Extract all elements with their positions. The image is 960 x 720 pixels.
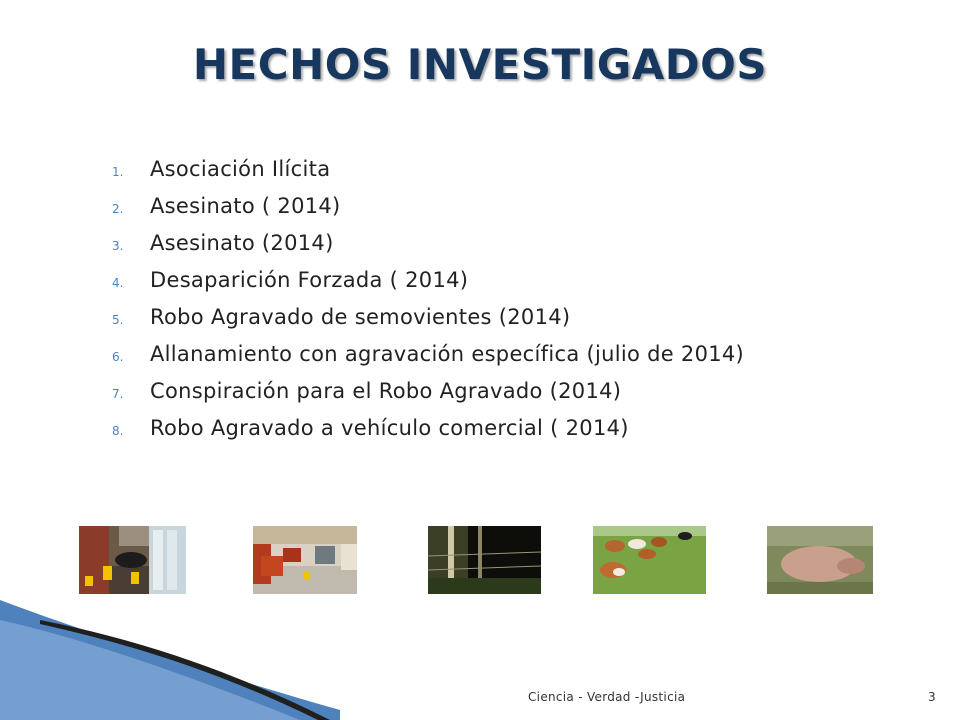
list-item-text: Robo Agravado de semovientes (2014): [150, 305, 571, 329]
list-item-text: Asesinato (2014): [150, 231, 334, 255]
list-item: [112, 157, 744, 194]
list-item-text: Asociación Ilícita: [150, 157, 331, 181]
footer-motto: Ciencia - Verdad -Justicia: [528, 690, 686, 704]
swoosh-light-band: [0, 620, 300, 720]
list-item: [112, 342, 744, 379]
list-item-text: Desaparición Forzada ( 2014): [150, 268, 469, 292]
facts-list: [112, 157, 744, 453]
slide-title: HECHOS INVESTIGADOS: [192, 40, 768, 89]
list-number: 4.: [112, 276, 124, 290]
list-item: [112, 268, 744, 305]
list-number: 6.: [112, 350, 124, 364]
list-item: [112, 416, 744, 453]
list-number: 2.: [112, 202, 124, 216]
list-number: 7.: [112, 387, 124, 401]
list-item: [112, 305, 744, 342]
list-item: [112, 194, 744, 231]
list-number: 8.: [112, 424, 124, 438]
list-number: 5.: [112, 313, 124, 327]
list-item-text: Asesinato ( 2014): [150, 194, 341, 218]
list-item: [112, 379, 744, 416]
list-number: 1.: [112, 165, 124, 179]
list-item: [112, 231, 744, 268]
list-item-text: Conspiración para el Robo Agravado (2014): [150, 379, 622, 403]
decorative-swoosh: [0, 560, 960, 720]
list-item-text: Allanamiento con agravación específica (julio de 2014): [150, 342, 745, 366]
list-item-text: Robo Agravado a vehículo comercial ( 2014): [150, 416, 629, 440]
list-number: 3.: [112, 239, 124, 253]
page-number: 3: [928, 690, 936, 704]
